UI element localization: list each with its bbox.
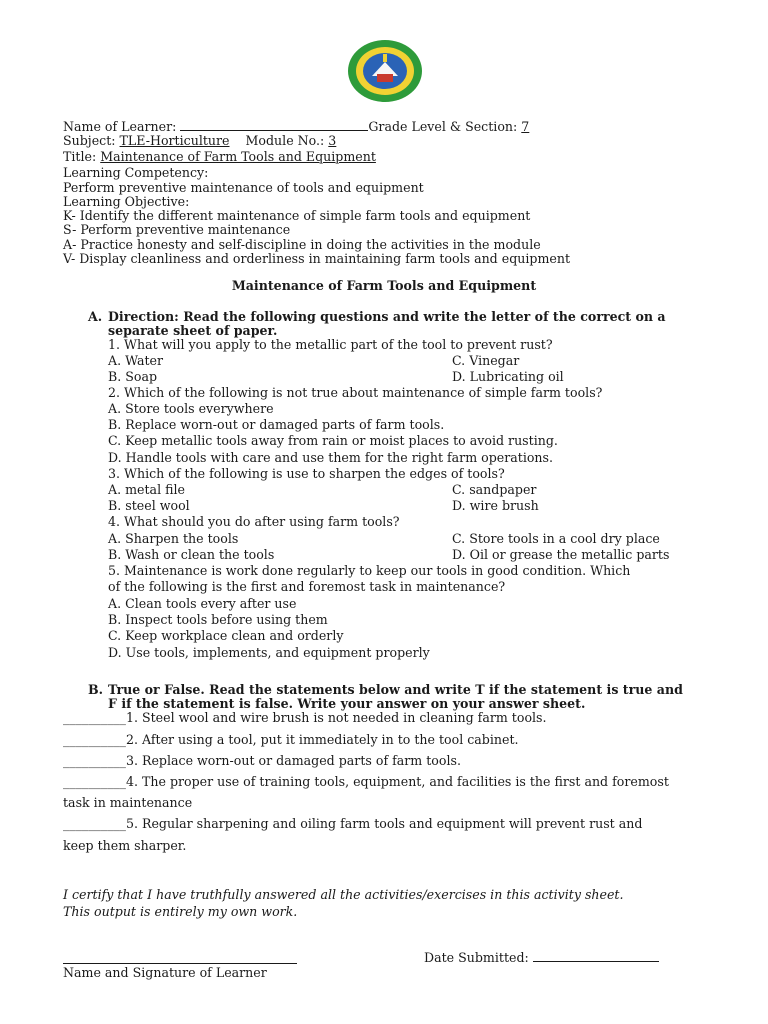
competency-text: Perform preventive maintenance of tools and equipment [63,180,424,195]
date-blank[interactable] [533,949,659,962]
objective-a: A- Practice honesty and self-discipline in doing the activities in the module [63,237,541,252]
module-value: 3 [328,133,337,148]
school-logo [346,38,424,104]
statement-3 [63,753,461,768]
q2-option-b: B. Replace worn-out or damaged parts of farm tools. [108,417,445,432]
q5-option-b: B. Inspect tools before using them [108,612,328,627]
certify-line-1: I certify that I have truthfully answered all the activities/exercises in this activity sheet. [63,887,624,902]
q3-option-a: A. metal file [108,482,185,497]
statement-4 [63,774,669,789]
statement-text: 1. Steel wool and wire brush is not needed in cleaning farm tools. [125,710,547,725]
answer-blank[interactable]: __________ [63,774,126,789]
certify-line-2: This output is entirely my own work. [63,904,298,919]
q1-option-b: B. Soap [108,369,158,384]
q2-option-c: C. Keep metallic tools away from rain or moist places to avoid rusting. [108,433,558,448]
statement-1 [63,710,547,725]
statement-2 [63,732,519,747]
section-b-direction-1: True or False. Read the statements below and write T if the statement is true and [108,682,683,697]
subject-label: Subject: [63,133,116,148]
signature-label: Name and Signature of Learner [63,965,267,980]
q3-option-b: B. steel wool [108,498,190,513]
answer-blank[interactable]: __________ [63,732,126,747]
title-label: Title: [63,149,97,164]
objective-k: K- Identify the different maintenance of simple farm tools and equipment [63,208,531,223]
section-b-direction-2: F if the statement is false. Write your answer on your answer sheet. [108,696,586,711]
name-blank[interactable] [180,118,368,131]
section-a-direction-1: Direction: Read the following questions and write the letter of the correct on a [108,309,666,324]
statement-text: 2. After using a tool, put it immediately in to the tool cabinet. [125,732,519,747]
q4-option-b: B. Wash or clean the tools [108,547,275,562]
section-b-letter: B. [88,682,104,697]
statement-text: 4. The proper use of training tools, equipment, and facilities is the first and foremost [125,774,669,789]
q4-option-d: D. Oil or grease the metallic parts [452,547,670,562]
q1-option-d: D. Lubricating oil [452,369,564,384]
answer-blank[interactable]: __________ [63,753,126,768]
objective-s: S- Perform preventive maintenance [63,222,291,237]
q1-option-c: C. Vinegar [452,353,520,368]
question-5-line-2: of the following is the first and foremost task in maintenance? [108,579,506,594]
signature-line[interactable] [63,963,297,964]
name-label: Name of Learner: [63,119,177,134]
answer-blank[interactable]: __________ [63,710,126,725]
statement-text: 3. Replace worn-out or damaged parts of farm tools. [125,753,461,768]
q1-option-a: A. Water [108,353,163,368]
q5-option-d: D. Use tools, implements, and equipment properly [108,645,430,660]
answer-blank[interactable]: __________ [63,816,126,831]
grade-value: 7 [521,119,530,134]
date-submitted-row [424,949,659,965]
q3-option-d: D. wire brush [452,498,539,513]
statement-4-continued: task in maintenance [63,795,193,810]
title-row [63,149,376,164]
subject-row [63,133,336,148]
statement-5-continued: keep them sharper. [63,838,187,853]
subject-value: TLE-Horticulture [119,133,230,148]
date-label: Date Submitted: [424,950,529,965]
name-of-learner-row [63,118,529,134]
question-5-line-1: 5. Maintenance is work done regularly to keep our tools in good condition. Which [108,563,631,578]
main-title: Maintenance of Farm Tools and Equipment [231,278,537,293]
objective-label: Learning Objective: [63,194,190,209]
section-a-letter: A. [88,309,103,324]
question-3: 3. Which of the following is use to sharpen the edges of tools? [108,466,505,481]
q5-option-a: A. Clean tools every after use [108,596,297,611]
title-value: Maintenance of Farm Tools and Equipment [100,149,376,164]
q4-option-a: A. Sharpen the tools [108,531,239,546]
q4-option-c: C. Store tools in a cool dry place [452,531,660,546]
q3-option-c: C. sandpaper [452,482,537,497]
statement-text: 5. Regular sharpening and oiling farm tools and equipment will prevent rust and [125,816,643,831]
objective-v: V- Display cleanliness and orderliness in maintaining farm tools and equipment [63,251,571,266]
grade-label: Grade Level & Section: [368,119,518,134]
q2-option-a: A. Store tools everywhere [108,401,274,416]
statement-5 [63,816,642,831]
module-label: Module No.: [245,133,325,148]
q2-option-d: D. Handle tools with care and use them for the right farm operations. [108,450,554,465]
section-a-direction-2: separate sheet of paper. [108,323,278,338]
q5-option-c: C. Keep workplace clean and orderly [108,628,344,643]
competency-label: Learning Competency: [63,165,209,180]
question-4: 4. What should you do after using farm tools? [108,514,400,529]
question-2: 2. Which of the following is not true about maintenance of simple farm tools? [108,385,603,400]
question-1: 1. What will you apply to the metallic part of the tool to prevent rust? [108,337,553,352]
